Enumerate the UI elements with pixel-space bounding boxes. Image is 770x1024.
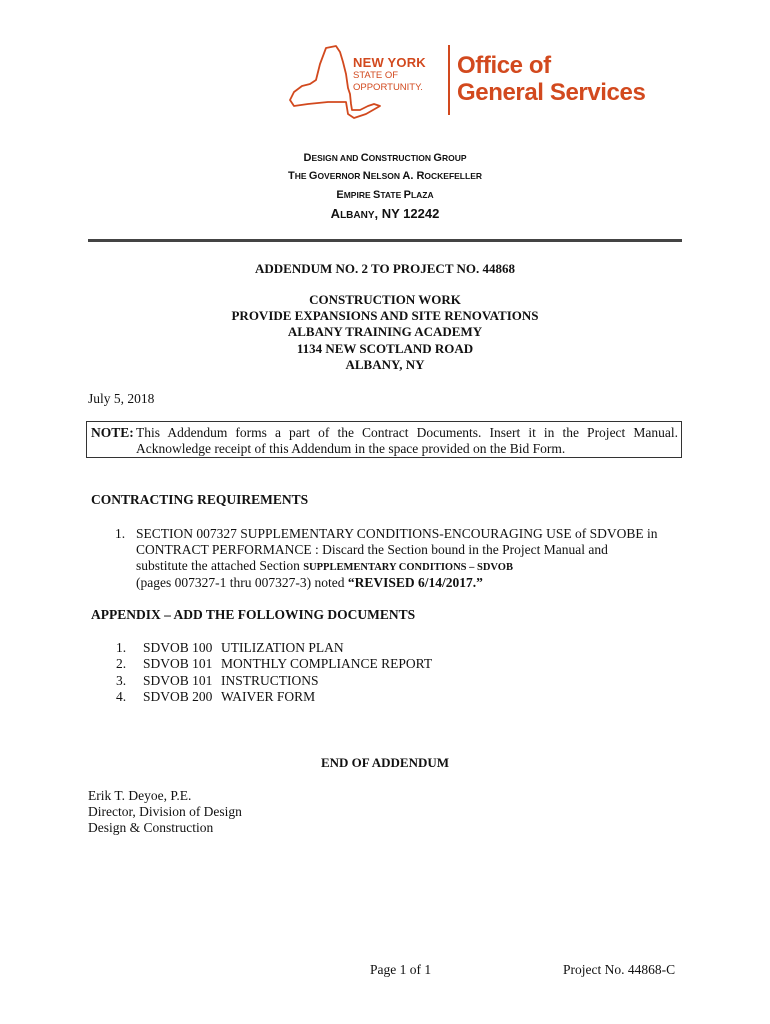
note-label: NOTE: (91, 425, 134, 440)
addendum-title: ADDENDUM NO. 2 TO PROJECT NO. 44868 (254, 261, 516, 276)
ny-line3: OPPORTUNITY. (353, 82, 423, 93)
appendix-item-code: SDVOB 100 (143, 640, 213, 655)
appendix-item-desc: UTILIZATION PLAN (221, 640, 344, 655)
hdr-part: N (362, 170, 371, 182)
contracting-line2: CONTRACT PERFORMANCE : Discard the Section bound in the Project Manual and (136, 542, 608, 557)
hdr-part: T (287, 170, 295, 182)
hdr-part: LAZA (410, 190, 434, 200)
hdr-part: , NY 12242 (374, 206, 440, 221)
appendix-item-num: 3. (116, 673, 127, 688)
hdr-part: ELSON (370, 171, 403, 181)
hdr-part: E (336, 189, 344, 201)
appendix-item-desc: INSTRUCTIONS (221, 673, 319, 688)
hdr-part: OVERNOR (317, 171, 363, 181)
project-line3: ALBANY TRAINING ACADEMY (287, 324, 483, 339)
hdr-part: MPIRE (343, 190, 373, 200)
hdr-part: HE (294, 171, 309, 181)
contracting-title: CONTRACTING REQUIREMENTS (91, 492, 309, 507)
contracting-item-num: 1. (115, 526, 126, 541)
appendix-item-code: SDVOB 200 (143, 689, 213, 704)
appendix-item-num: 2. (116, 656, 127, 671)
hdr-part: ESIGN AND (311, 153, 361, 163)
end-of-addendum: END OF ADDENDUM (320, 755, 450, 770)
hdr-part: D (303, 152, 312, 164)
project-line1: CONSTRUCTION WORK (309, 292, 461, 307)
contracting-line3 (136, 558, 513, 577)
appendix-item-code: SDVOB 101 (143, 656, 213, 671)
contracting-line4-b: “REVISED 6/14/2017.” (347, 575, 483, 590)
signer-dept: Design & Construction (88, 820, 214, 835)
project-line2: PROVIDE EXPANSIONS AND SITE RENOVATIONS (231, 308, 539, 323)
logo-divider (448, 45, 450, 115)
header-line1 (0, 152, 770, 164)
contracting-line3-a: substitute the attached Section (136, 558, 304, 573)
hdr-part: ROUP (441, 153, 467, 163)
ogs-line1: Office of (457, 52, 551, 79)
note-line2: Acknowledge receipt of this Addendum in the space provided on the Bid Form. (136, 441, 566, 456)
hdr-part: G (308, 170, 318, 182)
hdr-part: OCKEFELLER (424, 171, 483, 181)
ny-line1: NEW YORK (353, 55, 426, 70)
contracting-line1: SECTION 007327 SUPPLEMENTARY CONDITIONS-ENCOURAGING USE of SDVOBE in (136, 526, 658, 541)
nys-wordmark (353, 56, 426, 93)
footer-project-no: Project No. 44868-C (563, 962, 676, 977)
ny-line2: STATE OF (353, 70, 399, 81)
hdr-part: LBANY (340, 210, 375, 221)
appendix-item-code: SDVOB 101 (143, 673, 213, 688)
project-line4: 1134 NEW SCOTLAND ROAD (296, 341, 474, 356)
appendix-item-num: 1. (116, 640, 127, 655)
header-line4 (0, 206, 770, 221)
contracting-line4 (136, 575, 483, 592)
hdr-part: TATE (380, 190, 404, 200)
note-line1: This Addendum forms a part of the Contract Documents. Insert it in the Project Manual. (136, 425, 678, 440)
hdr-part: ONSTRUCTION (368, 153, 434, 163)
hdr-part: P (403, 189, 411, 201)
header-line2 (0, 170, 770, 182)
ogs-wordmark (457, 52, 645, 106)
document-date: July 5, 2018 (88, 391, 155, 406)
appendix-item-desc: WAIVER FORM (221, 689, 316, 704)
signer-name: Erik T. Deyoe, P.E. (88, 788, 192, 803)
appendix-item-desc: MONTHLY COMPLIANCE REPORT (221, 656, 433, 671)
hdr-part: A. R (402, 170, 425, 182)
contracting-line4-a: (pages 007327-1 thru 007327-3) noted (136, 575, 348, 590)
hdr-part: G (433, 152, 442, 164)
hdr-part: A (330, 206, 341, 221)
appendix-title: APPENDIX – ADD THE FOLLOWING DOCUMENTS (91, 607, 416, 622)
page-number: Page 1 of 1 (370, 962, 432, 977)
appendix-item-num: 4. (116, 689, 127, 704)
signer-title: Director, Division of Design (88, 804, 242, 819)
header-line3 (0, 189, 770, 201)
hdr-part: C (360, 152, 369, 164)
ogs-line2: General Services (457, 79, 646, 106)
hdr-part: S (372, 189, 381, 201)
header-rule (88, 239, 682, 242)
contracting-line3-b: SUPPLEMENTARY CONDITIONS – SDVOB (303, 562, 513, 573)
project-line5: ALBANY, NY (345, 357, 425, 372)
